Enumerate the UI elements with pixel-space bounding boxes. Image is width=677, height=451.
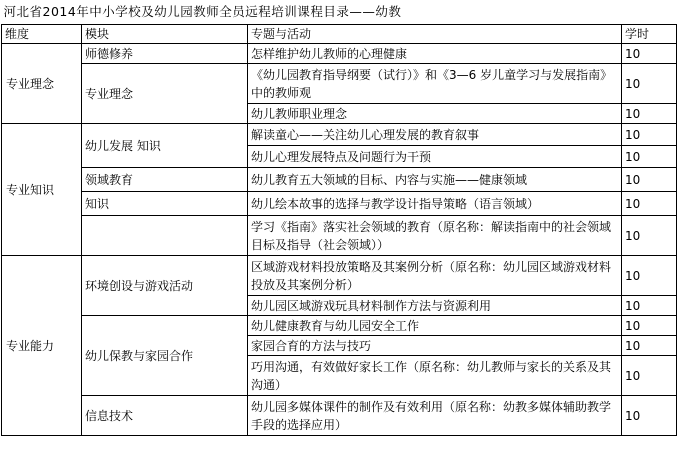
header-row	[2, 25, 677, 44]
header-dimension: 维度	[2, 25, 82, 44]
hours-cell: 10	[622, 64, 677, 104]
topic-cell: 幼儿园区域游戏玩具材料制作方法与资源利用	[248, 296, 622, 316]
hours-cell: 10	[622, 336, 677, 356]
table-row	[2, 124, 677, 146]
dimension-concept: 专业理念	[2, 44, 82, 124]
dimension-ability: 专业能力	[2, 256, 82, 436]
module-cell-empty	[82, 216, 248, 256]
module-care-cooperation: 幼儿保教与家园合作	[82, 316, 248, 396]
module-environment: 环境创设与游戏活动	[82, 256, 248, 316]
hours-cell: 10	[622, 104, 677, 124]
table-row	[2, 256, 677, 296]
header-topic: 专题与活动	[248, 25, 622, 44]
hours-cell: 10	[622, 146, 677, 168]
module-child-development: 幼儿发展 知识	[82, 124, 248, 168]
table-row	[2, 168, 677, 192]
module-cell: 师德修养	[82, 44, 248, 64]
table-title: 河北省2014年中小学校及幼儿园教师全员远程培训课程目录——幼教	[2, 0, 677, 25]
hours-cell: 10	[622, 396, 677, 436]
hours-cell: 10	[622, 124, 677, 146]
table-row	[2, 192, 677, 216]
topic-cell: 学习《指南》落实社会领域的教育（原名称：解读指南中的社会领域目标及指导（社会领域））	[248, 216, 622, 256]
hours-cell: 10	[622, 216, 677, 256]
table-row	[2, 396, 677, 436]
topic-cell: 幼儿绘本故事的选择与教学设计指导策略（语言领域）	[248, 192, 622, 216]
module-cell: 领域教育	[82, 168, 248, 192]
table-row	[2, 216, 677, 256]
table-row	[2, 316, 677, 336]
hours-cell: 10	[622, 192, 677, 216]
module-cell: 知识	[82, 192, 248, 216]
hours-cell: 10	[622, 316, 677, 336]
topic-cell: 家园合育的方法与技巧	[248, 336, 622, 356]
topic-cell: 区域游戏材料投放策略及其案例分析（原名称：幼儿园区域游戏材料投放及其案例分析）	[248, 256, 622, 296]
topic-cell: 巧用沟通，有效做好家长工作（原名称：幼儿教师与家长的关系及其沟通）	[248, 356, 622, 396]
topic-cell: 幼儿健康教育与幼儿园安全工作	[248, 316, 622, 336]
module-cell: 信息技术	[82, 396, 248, 436]
hours-cell: 10	[622, 256, 677, 296]
hours-cell: 10	[622, 168, 677, 192]
topic-cell: 幼儿教师职业理念	[248, 104, 622, 124]
hours-cell: 10	[622, 44, 677, 64]
topic-cell: 幼儿教育五大领域的目标、内容与实施——健康领域	[248, 168, 622, 192]
table-row	[2, 44, 677, 64]
topic-cell: 怎样维护幼儿教师的心理健康	[248, 44, 622, 64]
topic-cell: 解读童心——关注幼儿心理发展的教育叙事	[248, 124, 622, 146]
table-row	[2, 64, 677, 104]
module-concept: 专业理念	[82, 64, 248, 124]
header-module: 模块	[82, 25, 248, 44]
topic-cell: 《幼儿园教育指导纲要（试行）》和《3—6 岁儿童学习与发展指南》中的教师观	[248, 64, 622, 104]
hours-cell: 10	[622, 356, 677, 396]
hours-cell: 10	[622, 296, 677, 316]
header-hours: 学时	[622, 25, 677, 44]
topic-cell: 幼儿心理发展特点及问题行为干预	[248, 146, 622, 168]
topic-cell: 幼儿园多媒体课件的制作及有效利用（原名称：幼教多媒体辅助教学手段的选择应用）	[248, 396, 622, 436]
course-table	[1, 0, 677, 436]
dimension-knowledge: 专业知识	[2, 124, 82, 256]
